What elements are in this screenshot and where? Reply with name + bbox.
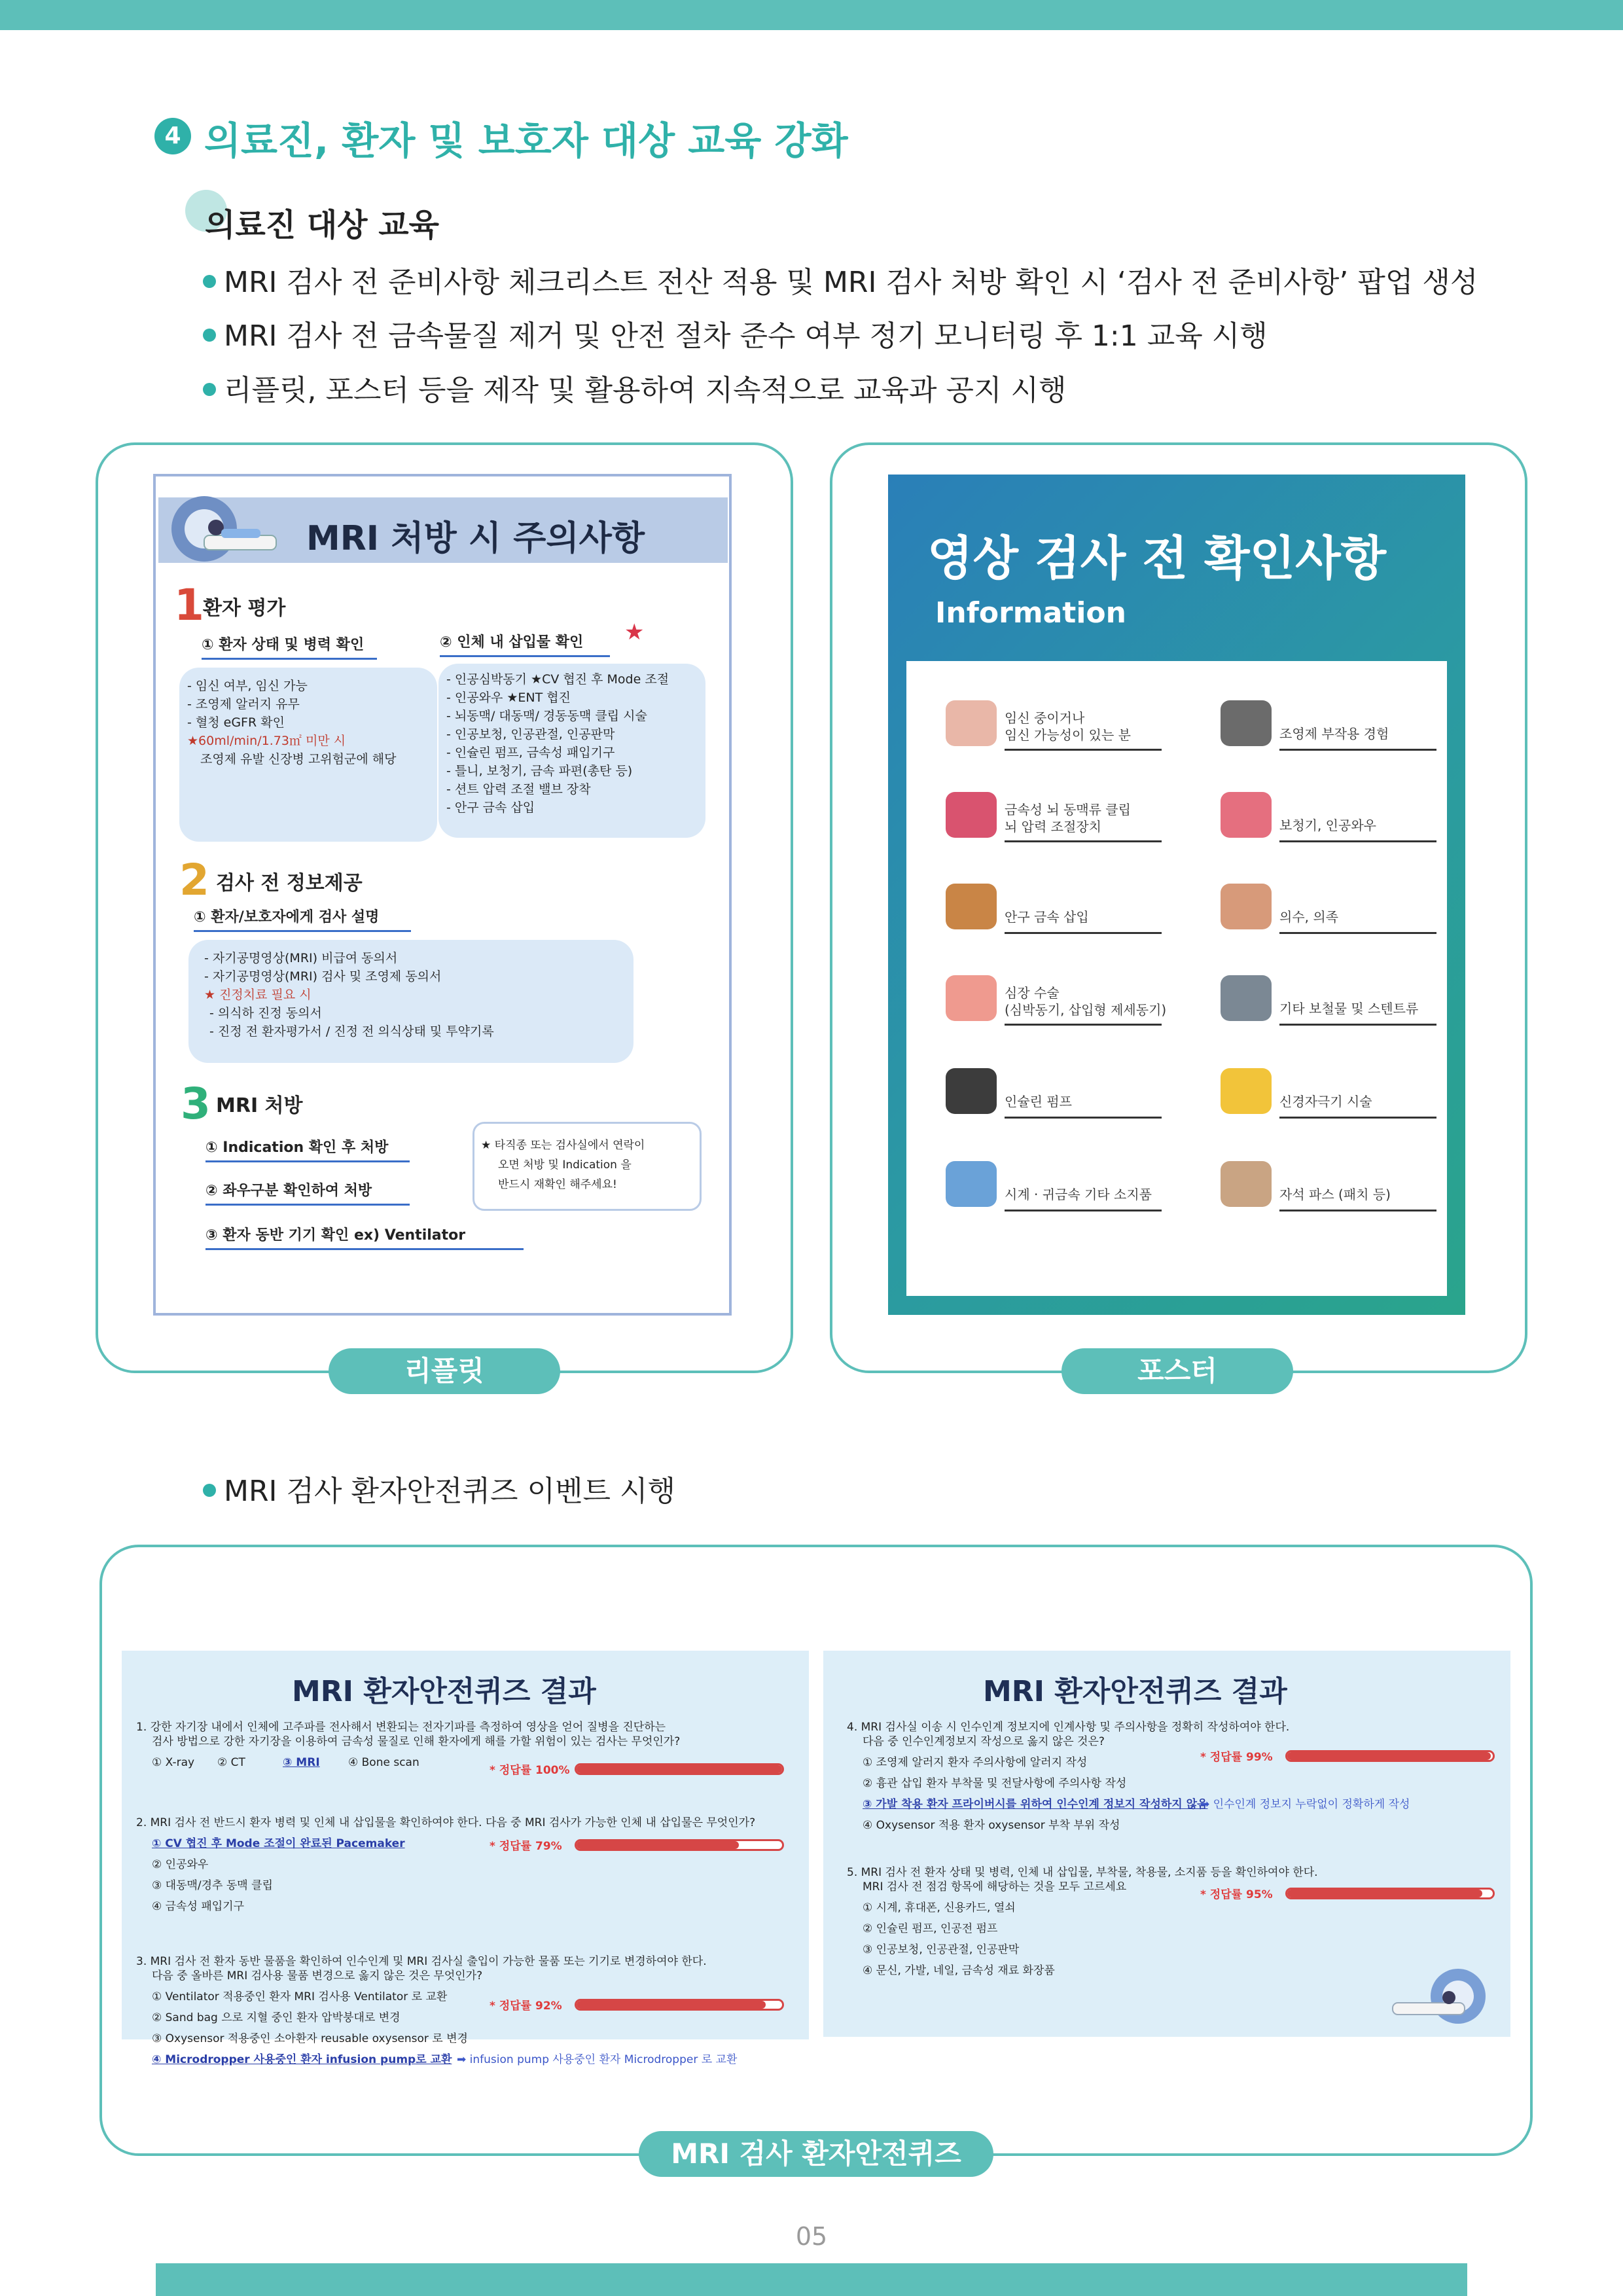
poster-item-underline	[1005, 840, 1162, 842]
poster-item-underline	[1005, 1210, 1162, 1211]
poster-item	[1221, 877, 1436, 936]
quiz-correct-rate-bar	[1285, 1888, 1495, 1899]
leaflet-info-box	[438, 664, 705, 838]
poster-item	[946, 694, 1162, 753]
poster-item	[946, 969, 1167, 1028]
quiz-title: MRI 환자안전퀴즈 결과	[292, 1675, 596, 1708]
quiz-correct-rate-fill	[577, 1765, 782, 1773]
quiz-option: ③ 대동맥/경추 동맥 클립	[152, 1879, 273, 1892]
leaflet-subheading: ③ 환자 동반 기기 확인 ex) Ventilator	[205, 1224, 524, 1250]
leaflet-subheading: ② 인체 내 삽입물 확인	[440, 631, 610, 657]
poster-item	[1221, 1062, 1436, 1121]
leaflet-section-number: 3	[181, 1079, 211, 1129]
leaflet-info-box	[188, 940, 633, 1063]
poster-item-underline	[1279, 1117, 1436, 1119]
leaflet-section-title: 환자 평가	[203, 597, 286, 620]
leaflet-section-number: 1	[174, 580, 204, 630]
heart-icon	[946, 975, 997, 1021]
leaflet-info-box	[179, 668, 437, 842]
quiz-option: ④ Oxysensor 적용 환자 oxysensor 부착 부위 작성	[863, 1819, 1120, 1832]
quiz-correct-rate-label: * 정답률 92%	[490, 2000, 562, 2013]
quiz-option: ④ Microdropper 사용중인 환자 infusion pump로 교환	[152, 2053, 452, 2066]
xray-icon	[1221, 975, 1272, 1021]
poster-item-label: 보청기, 인공와우	[1279, 817, 1376, 833]
brain-icon	[946, 792, 997, 838]
leaflet-subheading: ① Indication 확인 후 처방	[205, 1136, 410, 1162]
top-accent-bar	[0, 0, 1623, 30]
poster-caption: 포스터	[1061, 1348, 1293, 1394]
quiz-caption: MRI 검사 환자안전퀴즈	[639, 2131, 993, 2177]
quiz-result-card	[823, 1651, 1510, 2037]
quiz-option: ③ Oxysensor 적용중인 소아환자 reusable oxysensor 로 변경	[152, 2032, 468, 2045]
quiz-option: ① 조영제 알러지 환자 주의사항에 알러지 작성	[863, 1756, 1088, 1769]
page-number: 05	[795, 2222, 828, 2251]
poster-item-underline	[1279, 932, 1436, 934]
section-title: 의료진, 환자 및 보호자 대상 교육 강화	[204, 118, 848, 163]
prosthesis-icon	[1221, 884, 1272, 929]
leaflet-note-text: ★ 타직종 또는 검사실에서 연락이 오면 처방 및 Indication 을 반드시 재확인 해주세요!	[481, 1139, 645, 1191]
bullet-dot-icon	[203, 329, 216, 342]
leaflet-title: MRI 처방 시 주의사항	[306, 519, 645, 558]
poster-item-label: 자석 파스 (패치 등)	[1279, 1187, 1391, 1202]
poster-item	[946, 1155, 1162, 1213]
poster-item-label: 안구 금속 삽입	[1005, 909, 1089, 925]
poster-item-label: 신경자극기 시술	[1279, 1094, 1372, 1109]
quiz-question-text: 다음 중 인수인계정보지 작성으로 옳지 않은 것은?	[863, 1735, 1105, 1748]
leaflet	[153, 474, 732, 1316]
bullet-item: MRI 검사 환자안전퀴즈 이벤트 시행	[203, 1467, 675, 1509]
poster-item-underline	[1279, 749, 1436, 751]
quiz-option: ② CT	[217, 1756, 245, 1769]
quiz-result-card	[122, 1651, 809, 2066]
quiz-option: ② Sand bag 으로 지혈 중인 환자 압박붕대로 변경	[152, 2011, 401, 2024]
quiz-option: ① X-ray	[152, 1756, 195, 1769]
poster-item-label: 조영제 부작용 경험	[1279, 726, 1389, 742]
poster-item-underline	[1005, 749, 1162, 751]
quiz-option: ① CV 협진 후 Mode 조절이 완료된 Pacemaker	[152, 1837, 405, 1850]
patch-icon	[1221, 1161, 1272, 1207]
subsection-title: 의료진 대상 교육	[205, 207, 439, 243]
poster-title: 영상 검사 전 확인사항	[927, 531, 1387, 586]
poster-item-label: 인슐린 펌프	[1005, 1094, 1072, 1109]
poster-item-underline	[1279, 840, 1436, 842]
quiz-question-text: 4. MRI 검사실 이송 시 인수인계 정보지에 인계사항 및 주의사항을 정확히 작성하여야 한다.	[847, 1721, 1290, 1734]
leaflet-section-number: 2	[179, 855, 209, 905]
leaflet-caption: 리플릿	[329, 1348, 560, 1394]
quiz-answer-note: ➡ infusion pump 사용중인 환자 Microdropper 로 교환	[457, 2053, 738, 2066]
bullet-dot-icon	[203, 383, 216, 396]
quiz-correct-rate-fill	[577, 2001, 766, 2009]
leaflet-subheading: ① 환자 상태 및 병력 확인	[202, 634, 377, 660]
poster-subtitle: Information	[935, 596, 1126, 630]
poster-item	[1221, 969, 1436, 1028]
bullet-dot-icon	[203, 1484, 216, 1497]
quiz-question-text: 다음 중 올바른 MRI 검사용 물품 변경으로 옳지 않은 것은 무엇인가?	[152, 1969, 483, 1982]
quiz-question-text: 1. 강한 자기장 내에서 인체에 고주파를 전사해서 변환되는 전자기파를 측정하여 영상을 얻어 질병을 진단하는	[136, 1721, 666, 1734]
quiz-option: ① Ventilator 적용중인 환자 MRI 검사용 Ventilator 로 교환	[152, 1990, 448, 2003]
quiz-question-text: 3. MRI 검사 전 환자 동반 물품을 확인하여 인수인계 및 MRI 검사실 출입이 가능한 물품 또는 기기로 변경하여야 한다.	[136, 1955, 707, 1968]
quiz-questions	[136, 1719, 804, 2066]
quiz-option: ④ 문신, 가발, 네일, 금속성 재료 화장품	[863, 1964, 1055, 1977]
quiz-correct-rate-bar	[575, 1839, 784, 1851]
watch-icon	[946, 1161, 997, 1207]
quiz-correct-rate-bar	[575, 1999, 784, 2011]
quiz-correct-rate-bar	[575, 1763, 784, 1775]
bullet-item: 리플릿, 포스터 등을 제작 및 활용하여 지속적으로 교육과 공지 시행	[203, 367, 1066, 408]
hearing-aid-icon	[1221, 792, 1272, 838]
quiz-option: ③ 인공보청, 인공관절, 인공판막	[863, 1943, 1020, 1956]
quiz-correct-rate-label: * 정답률 79%	[490, 1840, 562, 1853]
pregnancy-icon	[946, 700, 997, 746]
eye-icon	[946, 884, 997, 929]
poster	[888, 475, 1465, 1315]
quiz-option: ② 인슐린 펌프, 인공전 펌프	[863, 1922, 998, 1935]
poster-item-underline	[1005, 932, 1162, 934]
insulin-pump-icon	[946, 1068, 997, 1114]
bullet-item: MRI 검사 전 준비사항 체크리스트 전산 적용 및 MRI 검사 처방 확인 시 ‘검사 전 준비사항’ 팝업 생성	[203, 259, 1478, 300]
poster-item-underline	[1279, 1024, 1436, 1026]
bullet-dot-icon	[203, 275, 216, 288]
quiz-correct-rate-label: * 정답률 95%	[1200, 1888, 1273, 1901]
poster-item-label: 금속성 뇌 동맥류 클립 뇌 압력 조절장치	[1005, 802, 1131, 834]
bullet-item: MRI 검사 전 금속물질 제거 및 안전 절차 준수 여부 정기 모니터링 후 1:1 교육 시행	[203, 312, 1268, 354]
quiz-option: ③ MRI	[283, 1756, 320, 1769]
quiz-option: ② 인공와우	[152, 1858, 209, 1871]
poster-item-label: 심장 수술 (심박동기, 삽입형 제세동기)	[1005, 985, 1167, 1018]
poster-item-label: 기타 보철물 및 스텐트류	[1279, 1001, 1419, 1016]
leaflet-section-title: 검사 전 정보제공	[216, 872, 363, 895]
poster-item	[946, 785, 1162, 844]
quiz-correct-rate-label: * 정답률 100%	[490, 1764, 570, 1777]
poster-item	[946, 877, 1162, 936]
quiz-option: ③ 가발 착용 환자 프라이버시를 위하여 인수인계 정보지 작성하지 않음	[863, 1798, 1208, 1811]
quiz-correct-rate-bar	[1285, 1750, 1495, 1762]
poster-item	[1221, 1155, 1436, 1213]
poster-item-label: 의수, 의족	[1279, 909, 1338, 925]
neuron-icon	[1221, 1068, 1272, 1114]
poster-item-label: 임신 중이거나 임신 가능성이 있는 분	[1005, 710, 1131, 743]
mri-machine-icon	[1386, 1965, 1491, 2030]
quiz-correct-rate-fill	[1287, 1752, 1491, 1760]
leaflet-note-box	[473, 1122, 702, 1211]
leaflet-subheading: ① 환자/보호자에게 검사 설명	[194, 906, 411, 932]
bottom-accent-bar	[156, 2263, 1467, 2296]
section-number-badge: 4	[154, 118, 191, 154]
quiz-question-text: 2. MRI 검사 전 반드시 환자 병력 및 인체 내 삽입물을 확인하여야 한다. 다음 중 MRI 검사가 가능한 인체 내 삽입물은 무엇인가?	[136, 1816, 756, 1829]
quiz-correct-rate-fill	[577, 1841, 739, 1849]
leaflet-box-text: - 임신 여부, 임신 가능 - 조영제 알러지 유무 - 혈청 eGFR 확인 ★60ml/min/1.73㎡ 미만 시 조영제 유발 신장병 고위험군에 해당	[187, 679, 397, 766]
poster-item	[1221, 785, 1436, 844]
leaflet-subheading: ② 좌우구분 확인하여 처방	[205, 1179, 410, 1206]
quiz-option: ④ Bone scan	[348, 1756, 419, 1769]
star-icon: ★	[624, 619, 645, 645]
quiz-option: ② 흉관 삽입 환자 부착물 및 전달사항에 주의사항 작성	[863, 1777, 1127, 1790]
poster-item	[1221, 694, 1436, 753]
quiz-option: ① 시계, 휴대폰, 신용카드, 열쇠	[863, 1901, 1016, 1914]
poster-item-label: 시계 · 귀금속 기타 소지품	[1005, 1187, 1152, 1202]
quiz-answer-note: ➡ 인수인계 정보지 누락없이 정확하게 작성	[1200, 1798, 1410, 1811]
quiz-option: ④ 금속성 패입기구	[152, 1900, 245, 1913]
syringe-icon	[1221, 700, 1272, 746]
quiz-correct-rate-fill	[1287, 1890, 1482, 1897]
leaflet-section-title: MRI 처방	[216, 1094, 303, 1117]
poster-item-underline	[1279, 1210, 1436, 1211]
poster-item-underline	[1005, 1117, 1162, 1119]
poster-item-underline	[1005, 1024, 1162, 1026]
poster-item	[946, 1062, 1162, 1121]
quiz-correct-rate-label: * 정답률 99%	[1200, 1751, 1273, 1764]
leaflet-box-text: - 자기공명영상(MRI) 비급여 동의서 - 자기공명영상(MRI) 검사 및 조영제 동의서 ★ 진정치료 필요 시 - 의식하 진정 동의서 - 진정 전 환자평가서 / 진정 전 의식상태 및 투약기록	[204, 951, 494, 1039]
quiz-question-text: MRI 검사 전 점검 항목에 해당하는 것을 모두 고르세요	[863, 1880, 1127, 1893]
quiz-questions	[847, 1719, 1501, 1981]
quiz-question-text: 5. MRI 검사 전 환자 상태 및 병력, 인체 내 삽입물, 부착물, 착용물, 소지품 등을 확인하여야 한다.	[847, 1866, 1318, 1879]
mri-machine-icon	[165, 490, 283, 568]
poster-items-card	[906, 661, 1447, 1296]
quiz-question-text: 검사 방법으로 강한 자기장을 이용하여 금속성 물질로 인해 환자에게 해를 가할 위험이 있는 검사는 무엇인가?	[152, 1735, 681, 1748]
leaflet-box-text: - 인공심박동기 ★CV 협진 후 Mode 조절 - 인공와우 ★ENT 협진 - 뇌동맥/ 대동맥/ 경동동맥 클립 시술 - 인공보청, 인공관절, 인공판막 - 인슐린 펌프, 금속성 패입기구 - 틀니, 보청기, 금속 파편(총탄 등) - 션트 압력 조절 밸브 장착 - 안구 금속 삽입	[446, 672, 669, 815]
quiz-title: MRI 환자안전퀴즈 결과	[983, 1675, 1287, 1708]
